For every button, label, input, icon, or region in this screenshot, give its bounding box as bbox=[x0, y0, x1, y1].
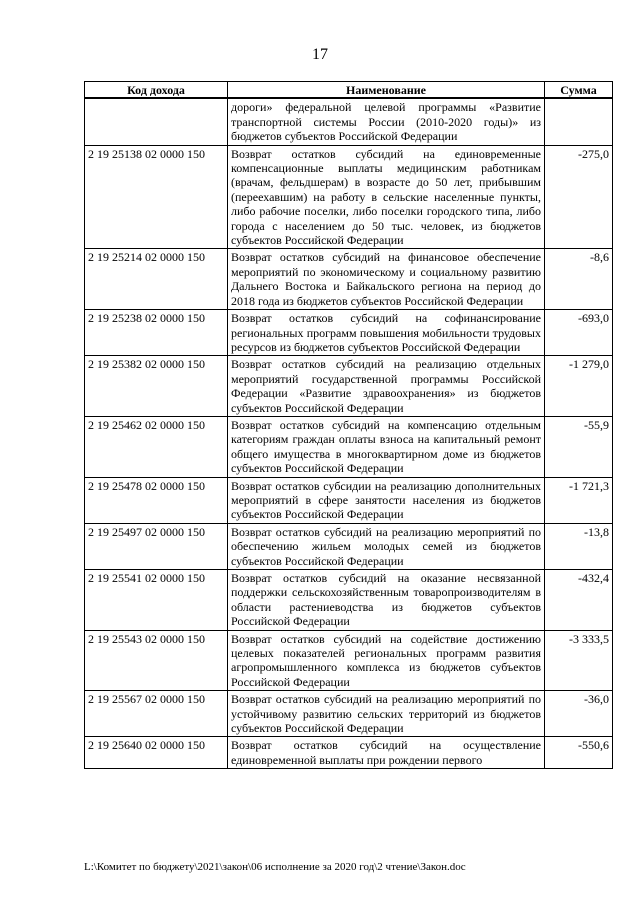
table-row bbox=[85, 98, 613, 145]
income-code: 2 19 25238 02 0000 150 bbox=[85, 310, 228, 356]
income-sum: -3 333,5 bbox=[545, 630, 613, 691]
page-number: 17 bbox=[312, 46, 328, 63]
income-name: Возврат остатков субсидий на реализацию мероприятий по устойчивому развитию сельских территорий из бюджетов субъектов Российской Федерации bbox=[228, 691, 545, 737]
table-row bbox=[85, 145, 613, 249]
income-sum: -550,6 bbox=[545, 737, 613, 769]
income-name: Возврат остатков субсидий на реализацию мероприятий по обеспечению жильем молодых семей из бюджетов субъектов Российской Федерации bbox=[228, 523, 545, 569]
income-code: 2 19 25462 02 0000 150 bbox=[85, 416, 228, 477]
table-row bbox=[85, 570, 613, 631]
income-code: 2 19 25640 02 0000 150 bbox=[85, 737, 228, 769]
header-code: Код дохода bbox=[85, 82, 228, 99]
income-sum: -55,9 bbox=[545, 416, 613, 477]
income-sum: -275,0 bbox=[545, 145, 613, 249]
table-header-row bbox=[85, 82, 613, 99]
table-row bbox=[85, 691, 613, 737]
income-sum: -8,6 bbox=[545, 249, 613, 310]
income-table bbox=[84, 81, 613, 769]
income-name: Возврат остатков субсидий на оказание несвязанной поддержки сельскохозяйственным товаропроизводителям в области растениеводства из бюджетов субъектов Российской Федерации bbox=[228, 570, 545, 631]
income-code: 2 19 25214 02 0000 150 bbox=[85, 249, 228, 310]
income-name: Возврат остатков субсидий на содействие достижению целевых показателей региональных программ развития агропромышленного комплекса из бюджетов субъектов Российской Федерации bbox=[228, 630, 545, 691]
income-code bbox=[85, 98, 228, 145]
income-name: Возврат остатков субсидий на единовременные компенсационные выплаты медицинским работникам (врачам, фельдшерам) в возрасте до 50 лет, прибывшим (переехавшим) на работу в сельские населенные пункты, либо рабочие поселки, либо поселки городского типа, либо города с населением до 50 тыс. человек, из бюджетов субъектов Российской Федерации bbox=[228, 145, 545, 249]
income-code: 2 19 25497 02 0000 150 bbox=[85, 523, 228, 569]
income-code: 2 19 25138 02 0000 150 bbox=[85, 145, 228, 249]
income-name: Возврат остатков субсидий на финансовое обеспечение мероприятий по экономическому и социальному развитию Дальнего Востока и Байкальского региона на период до 2018 года из бюджетов субъектов Российской Федерации bbox=[228, 249, 545, 310]
table-row bbox=[85, 416, 613, 477]
income-code: 2 19 25541 02 0000 150 bbox=[85, 570, 228, 631]
income-sum: -432,4 bbox=[545, 570, 613, 631]
income-name: Возврат остатков субсидий на софинансирование региональных программ повышения мобильности трудовых ресурсов из бюджетов субъектов Российской Федерации bbox=[228, 310, 545, 356]
income-name: дороги» федеральной целевой программы «Развитие транспортной системы России (2010-2020 годы)» из бюджетов субъектов Российской Федерации bbox=[228, 98, 545, 145]
header-name: Наименование bbox=[228, 82, 545, 99]
table-row bbox=[85, 737, 613, 769]
income-sum: -1 721,3 bbox=[545, 477, 613, 523]
table-row bbox=[85, 310, 613, 356]
income-code: 2 19 25567 02 0000 150 bbox=[85, 691, 228, 737]
income-sum bbox=[545, 98, 613, 145]
income-name: Возврат остатков субсидий на компенсацию отдельным категориям граждан оплаты взноса на капитальный ремонт общего имущества в многоквартирном доме из бюджетов субъектов Российской Федерации bbox=[228, 416, 545, 477]
income-sum: -36,0 bbox=[545, 691, 613, 737]
table-row bbox=[85, 249, 613, 310]
income-code: 2 19 25543 02 0000 150 bbox=[85, 630, 228, 691]
income-name: Возврат остатков субсидий на осуществление единовременной выплаты при рождении первого bbox=[228, 737, 545, 769]
table-row bbox=[85, 477, 613, 523]
income-code: 2 19 25478 02 0000 150 bbox=[85, 477, 228, 523]
footer-file-path: L:\Комитет по бюджету\2021\закон\06 исполнение за 2020 год\2 чтение\Закон.doc bbox=[84, 861, 466, 873]
income-sum: -13,8 bbox=[545, 523, 613, 569]
table-row bbox=[85, 630, 613, 691]
table-row bbox=[85, 356, 613, 417]
income-sum: -693,0 bbox=[545, 310, 613, 356]
header-sum: Сумма bbox=[545, 82, 613, 99]
table-row bbox=[85, 523, 613, 569]
income-code: 2 19 25382 02 0000 150 bbox=[85, 356, 228, 417]
income-name: Возврат остатков субсидии на реализацию дополнительных мероприятий в сфере занятости населения из бюджетов субъектов Российской Федерации bbox=[228, 477, 545, 523]
income-name: Возврат остатков субсидий на реализацию отдельных мероприятий государственной программы Российской Федерации «Развитие здравоохранения» из бюджетов субъектов Российской Федерации bbox=[228, 356, 545, 417]
income-sum: -1 279,0 bbox=[545, 356, 613, 417]
